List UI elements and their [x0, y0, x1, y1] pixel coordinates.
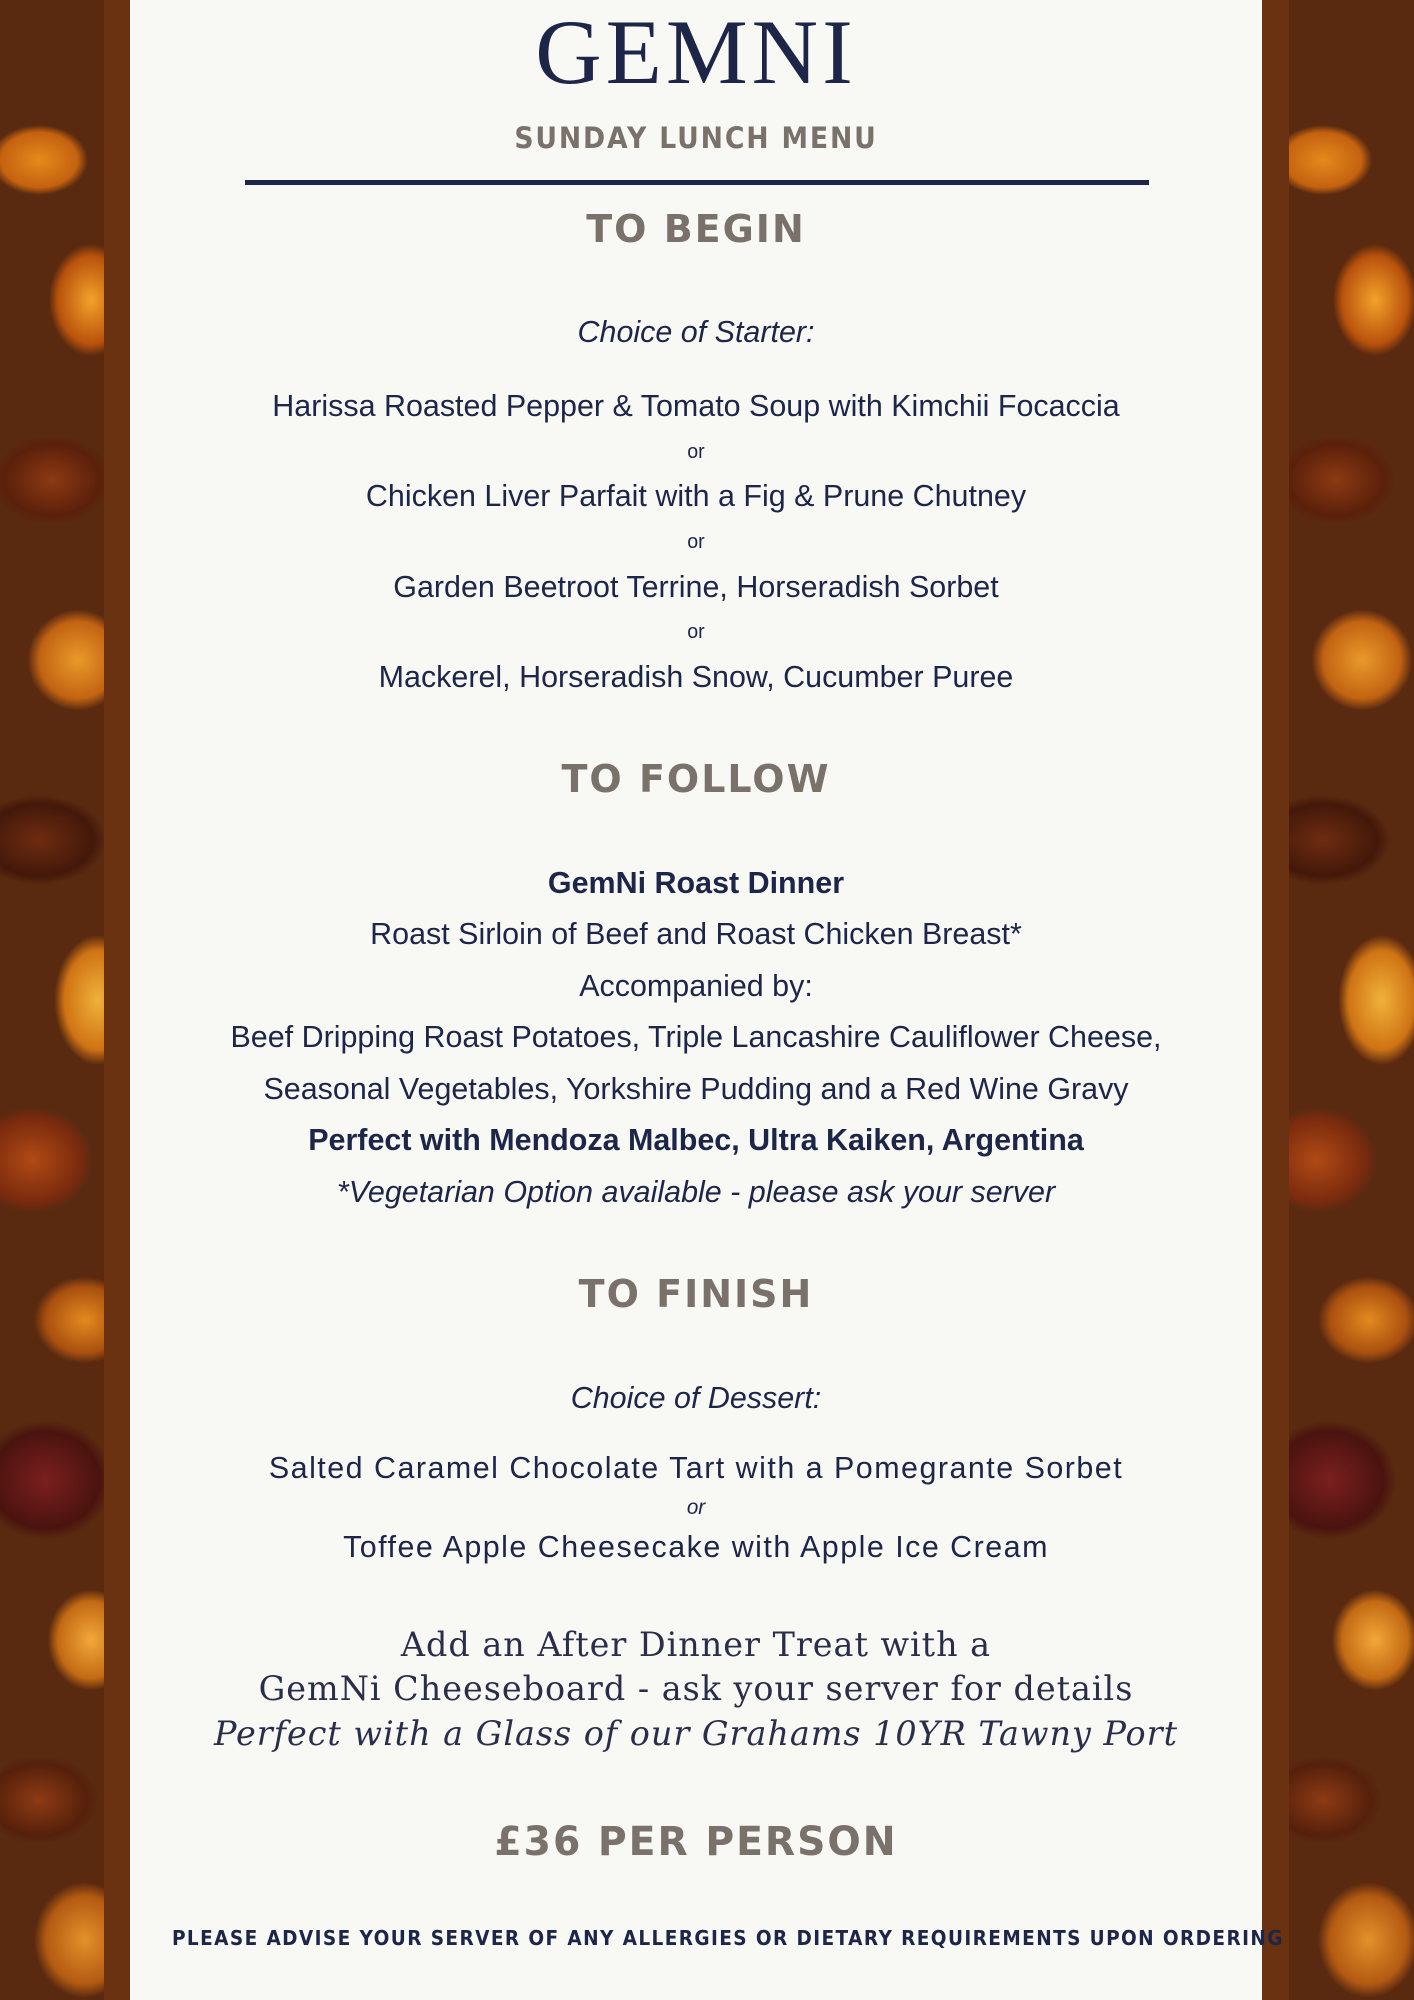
menu-page [130, 0, 1284, 2000]
main-dish-line: Seasonal Vegetables, Yorkshire Pudding and a Red Wine Gravy [263, 1071, 1129, 1106]
dessert-choice-label: Choice of Dessert: [570, 1380, 822, 1415]
vegetarian-note: *Vegetarian Option available - please ask your server [336, 1174, 1056, 1209]
main-dish-name: GemNi Roast Dinner [547, 865, 845, 900]
port-pairing: Perfect with a Glass of our Grahams 10YR Tawny Port [213, 1714, 1179, 1754]
starter-item: Harissa Roasted Pepper & Tomato Soup with Kimchii Focaccia [272, 388, 1120, 423]
dessert-item: Toffee Apple Cheesecake with Apple Ice Cream [343, 1529, 1049, 1564]
starter-choice-label: Choice of Starter: [577, 314, 815, 349]
main-dish-line: Accompanied by: [579, 968, 813, 1003]
starter-item: Chicken Liver Parfait with a Fig & Prune Chutney [365, 478, 1027, 513]
or-separator: or [687, 621, 705, 643]
cheeseboard-line-1: Add an After Dinner Treat with a [400, 1625, 992, 1665]
or-separator: or [687, 531, 705, 553]
or-separator: or [686, 1496, 706, 1519]
section-title-desserts: TO FINISH [578, 1272, 814, 1316]
starter-item: Garden Beetroot Terrine, Horseradish Sorbet [393, 569, 999, 604]
title-divider [245, 180, 1149, 185]
price-per-person: £36 PER PERSON [494, 1819, 898, 1865]
dessert-item: Salted Caramel Chocolate Tart with a Pomegrante Sorbet [268, 1450, 1124, 1485]
main-dish-line: Roast Sirloin of Beef and Roast Chicken Breast* [370, 916, 1022, 951]
allergy-notice: PLEASE ADVISE YOUR SERVER OF ANY ALLERGIES OR DIETARY REQUIREMENTS UPON ORDERING [171, 1926, 1284, 1950]
section-title-starters: TO BEGIN [586, 207, 806, 251]
section-title-mains: TO FOLLOW [561, 757, 831, 801]
main-dish-line: Beef Dripping Roast Potatoes, Triple Lancashire Cauliflower Cheese, [230, 1019, 1162, 1054]
menu-subtitle: SUNDAY LUNCH MENU [514, 121, 878, 155]
cheeseboard-line-2: GemNi Cheeseboard - ask your server for details [258, 1669, 1134, 1709]
wine-pairing: Perfect with Mendoza Malbec, Ultra Kaiken, Argentina [308, 1122, 1084, 1157]
starter-item: Mackerel, Horseradish Snow, Cucumber Puree [378, 659, 1014, 694]
autumn-leaves-right [1284, 0, 1414, 2000]
brand-title: GEMNI [535, 1, 857, 103]
or-separator: or [687, 441, 705, 463]
